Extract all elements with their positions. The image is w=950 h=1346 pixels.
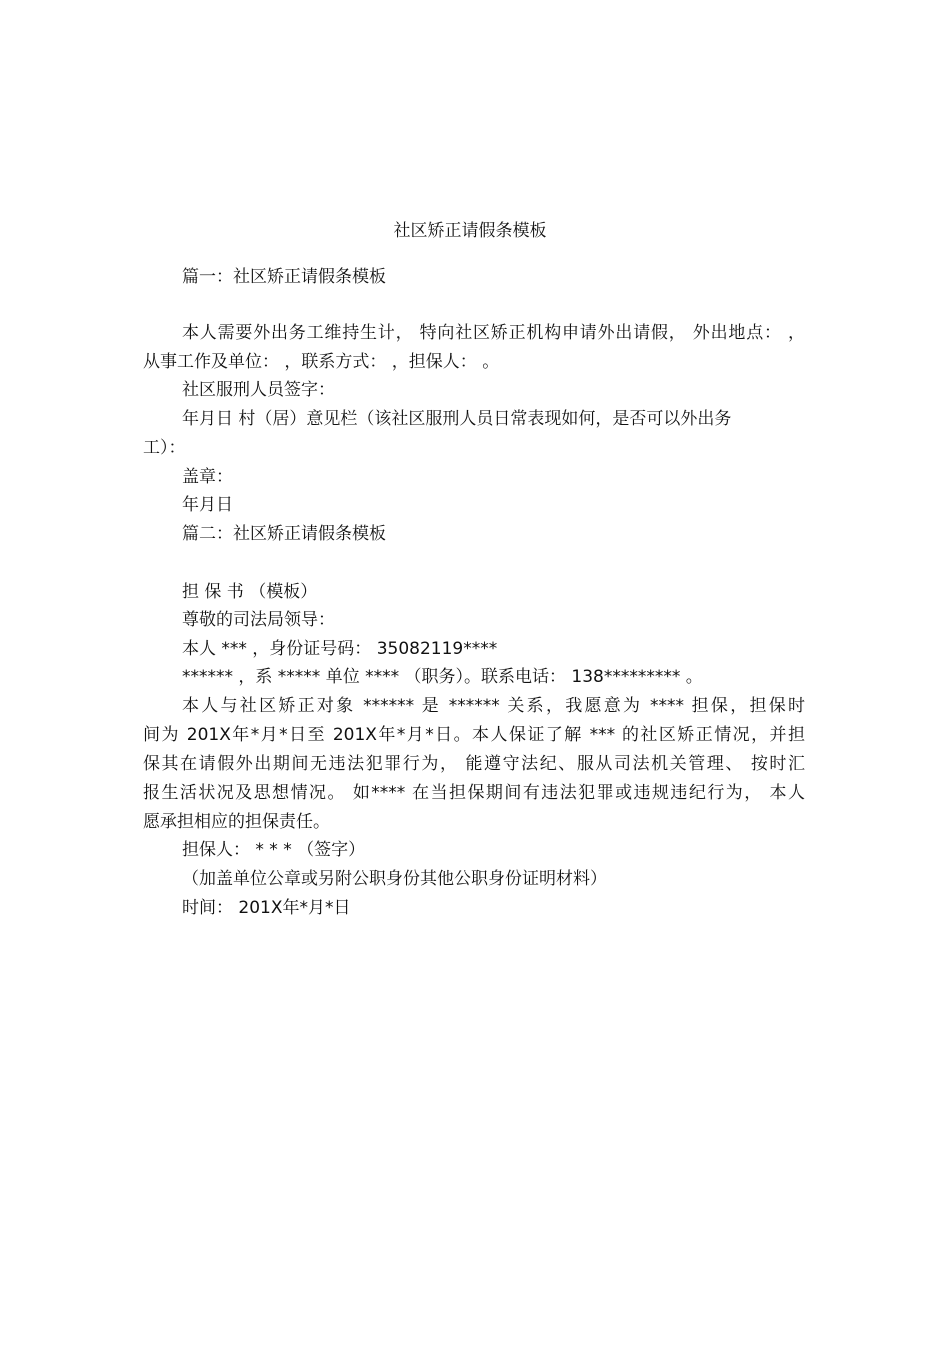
guarantee-time: 时间： 201X年*月*日 (182, 898, 351, 918)
part1-heading: 篇一：社区矫正请假条模板 (182, 267, 386, 287)
guarantee-para-line1: 本人与社区矫正对象 ****** 是 ****** 关系，我愿意为 **** 担保，担保时 (182, 696, 805, 716)
part1-date: 年月日 (182, 495, 233, 515)
part1-sign-label: 社区服刑人员签字： (182, 380, 335, 400)
part2-heading: 篇二：社区矫正请假条模板 (182, 524, 386, 544)
part1-seal: 盖章： (182, 467, 233, 487)
guarantee-para-line2: 间为 201X年*月*日至 201X年*月*日。本人保证了解 *** 的社区矫正情况，并担 (143, 725, 805, 745)
document-title: 社区矫正请假条模板 (393, 221, 547, 241)
part1-para1-line1: 本人需要外出务工维持生计， 特向社区矫正机构申请外出请假， 外出地点： ， (182, 323, 805, 343)
guarantee-salutation: 尊敬的司法局领导： (182, 610, 335, 630)
part1-para1-line2: 从事工作及单位： ，联系方式： ，担保人： 。 (143, 352, 500, 372)
seal-note: （加盖单位公章或另附公职身份其他公职身份证明材料） (182, 869, 607, 889)
guarantee-para-line3: 保其在请假外出期间无违法犯罪行为， 能遵守法纪、服从司法机关管理、 按时汇 (143, 754, 805, 774)
guarantee-id-line: 本人 *** ，身份证号码： 35082119**** (182, 639, 498, 659)
guarantee-para-line4: 报生活状况及思想情况。 如**** 在当担保期间有违法犯罪或违规违纪行为， 本人 (143, 783, 805, 803)
guarantee-contact-line: ****** ，系 ***** 单位 **** （职务）。联系电话： 138********* 。 (182, 667, 703, 687)
guarantee-doc-name: 担 保 书 （模板） (182, 582, 318, 602)
guarantee-para-line5: 愿承担相应的担保责任。 (143, 812, 330, 832)
guarantor-signature: 担保人： * * * （签字） (182, 840, 366, 860)
part1-opinion-line2: 工）： (143, 438, 186, 458)
part1-opinion-line1: 年月日 村（居）意见栏（该社区服刑人员日常表现如何，是否可以外出务 (182, 409, 732, 429)
